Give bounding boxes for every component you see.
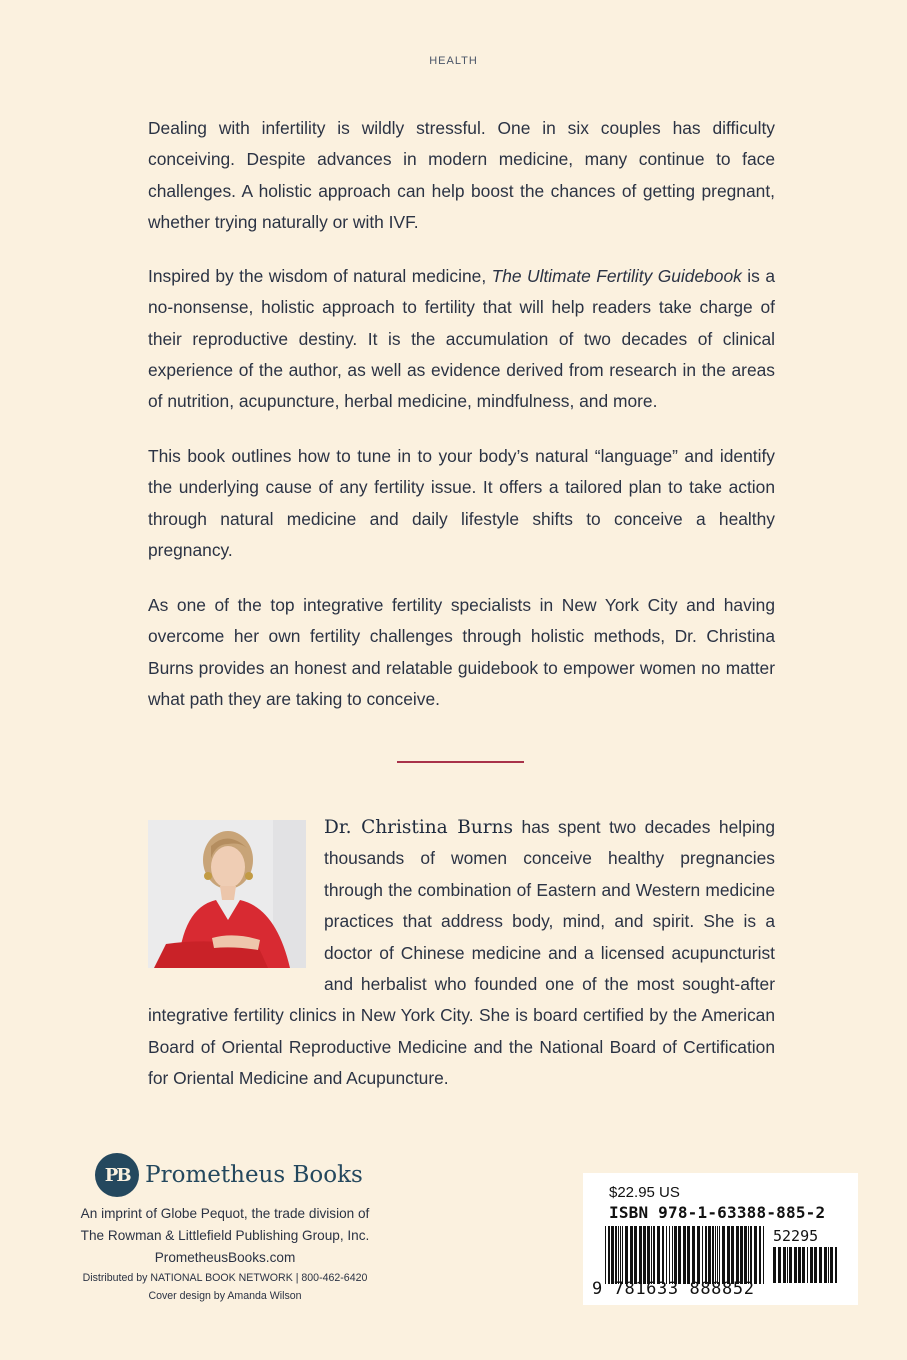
barcode-bar [697,1226,700,1284]
barcode-bar [736,1226,739,1284]
isbn-digits: 9 781633 888852 [592,1279,755,1299]
barcode-bar [666,1226,667,1284]
barcode-bar [608,1226,610,1284]
imprint-line-2: The Rowman & Littlefield Publishing Group, Inc. [80,1228,370,1243]
barcode-bar [639,1226,642,1284]
barcode-bar [657,1226,660,1284]
barcode-bar [705,1226,707,1284]
description-p2-intro: Inspired by the wisdom of natural medicine, [148,266,492,286]
barcode-bar [618,1226,619,1284]
barcode-bar [778,1247,781,1283]
description-p2-body: is a no-nonsense, holistic approach to fertility that will help readers take charge of their reproductive destiny. It is the accumulation of two decades of clinical experience of the author, as well as evidence derived from research in the areas of nutrition, acupuncture, herbal medicine, mindfulness, and more. [148,266,775,412]
author-photo [148,820,306,968]
publisher-website: PrometheusBooks.com [154,1250,296,1265]
barcode-bar [824,1247,827,1283]
barcode-bar [814,1247,817,1283]
barcode-bar [634,1226,637,1284]
barcode-bar [783,1247,786,1283]
barcode-bar [611,1226,614,1284]
barcode-bar [830,1247,833,1283]
author-bio-text: has spent two decades helping thousands of women conceive healthy pregnancies through the combination of Eastern and Western medicine practices that address body, mind, and spirit. She is a doctor of Chinese medicine and a licensed acupuncturist and herbalist who founded one of the most sought-after integrative fertility clinics in New York City. She is board certified by the American Board of Oriental Reproductive Medicine and the National Board of Certification for Oriental Medicine and Acupuncture. [148,817,776,1089]
barcode-bar [748,1226,749,1284]
barcode-bar [759,1226,761,1284]
barcode-bar [731,1226,734,1284]
barcode-bar [819,1247,822,1283]
publisher-block [60,1153,390,1305]
barcode-bar [719,1226,720,1284]
barcode-bar [727,1226,730,1284]
barcode-bar [662,1226,664,1284]
description-paragraph-2 [148,261,775,417]
barcode-bar [669,1226,670,1284]
barcode-bar [810,1247,813,1283]
barcode-bar [754,1226,757,1284]
barcode-bar [750,1226,752,1284]
barcode-bar [692,1226,695,1284]
barcode-bar [835,1247,837,1283]
distribution-line: Distributed by NATIONAL BOOK NETWORK | 800-462-6420 [82,1272,368,1284]
barcode-bar [615,1226,617,1284]
barcode-bar [763,1226,764,1284]
isbn-label: ISBN 978-1-63388-885-2 [609,1203,826,1222]
description-paragraph-3: This book outlines how to tune in to your body’s natural “language” and identify the underlying cause of any fertility issue. It offers a tailored plan to take action through natural medicine and daily lifestyle shifts to conceive a healthy pregnancy. [148,446,775,560]
barcode-bar [740,1226,743,1284]
barcode-bar [683,1226,686,1284]
barcode-bar [722,1226,725,1284]
barcode-bar [672,1226,673,1284]
barcode-bar [620,1226,621,1284]
barcode-bar [798,1247,801,1283]
barcode-bar [674,1226,677,1284]
barcode-bar [712,1226,714,1284]
barcode-bar [789,1247,792,1283]
barcode-bar [702,1226,703,1284]
barcode-box [583,1173,858,1305]
barcode-bar [794,1247,797,1283]
barcode-bar [717,1226,718,1284]
publisher-name: Prometheus Books [145,1162,363,1188]
barcode-bar [630,1226,633,1284]
barcode-bar [647,1226,650,1284]
barcode-bar [802,1247,805,1283]
author-name: Dr. Christina Burns [324,817,514,838]
barcode-bar [828,1247,829,1283]
barcode-bar [605,1226,606,1284]
barcode-bar [715,1226,716,1284]
category-label: HEALTH [429,55,478,67]
cover-design-credit: Cover design by Amanda Wilson [148,1290,302,1302]
description-paragraph-4: As one of the top integrative fertility specialists in New York City and having overcome her own fertility challenges through holistic methods, Dr. Christina Burns provides an honest and relatable guidebook to empower women no matter what path they are taking to conceive. [148,595,775,709]
barcode-bar [787,1247,788,1283]
barcode-bar [643,1226,646,1284]
price-label: $22.95 US [609,1184,680,1201]
barcode-bar [622,1226,623,1284]
barcode-bar [744,1226,747,1284]
barcode-bar [773,1247,776,1283]
barcode-bar [687,1226,690,1284]
description-paragraph-1: Dealing with infertility is wildly stressful. One in six couples has difficulty conceiving. Despite advances in modern medicine, many continue to face challenges. A holistic approach can help boost the chances of getting pregnant, whether trying naturally or with IVF. [148,118,775,232]
barcode-bar [678,1226,681,1284]
barcode-bar [651,1226,652,1284]
imprint-line-1: An imprint of Globe Pequot, the trade division of [80,1206,370,1221]
barcode-bar [625,1226,628,1284]
barcode-bar [653,1226,655,1284]
price-code: 52295 [773,1227,819,1245]
isbn-barcode [605,1226,765,1284]
author-bio [148,812,775,1095]
publisher-logo-mark: PB [95,1153,139,1197]
barcode-bar [807,1247,808,1283]
price-barcode [773,1247,837,1283]
book-title: The Ultimate Fertility Guidebook [491,266,742,286]
section-divider [397,761,524,763]
publisher-logo [68,1153,390,1197]
barcode-bar [708,1226,711,1284]
